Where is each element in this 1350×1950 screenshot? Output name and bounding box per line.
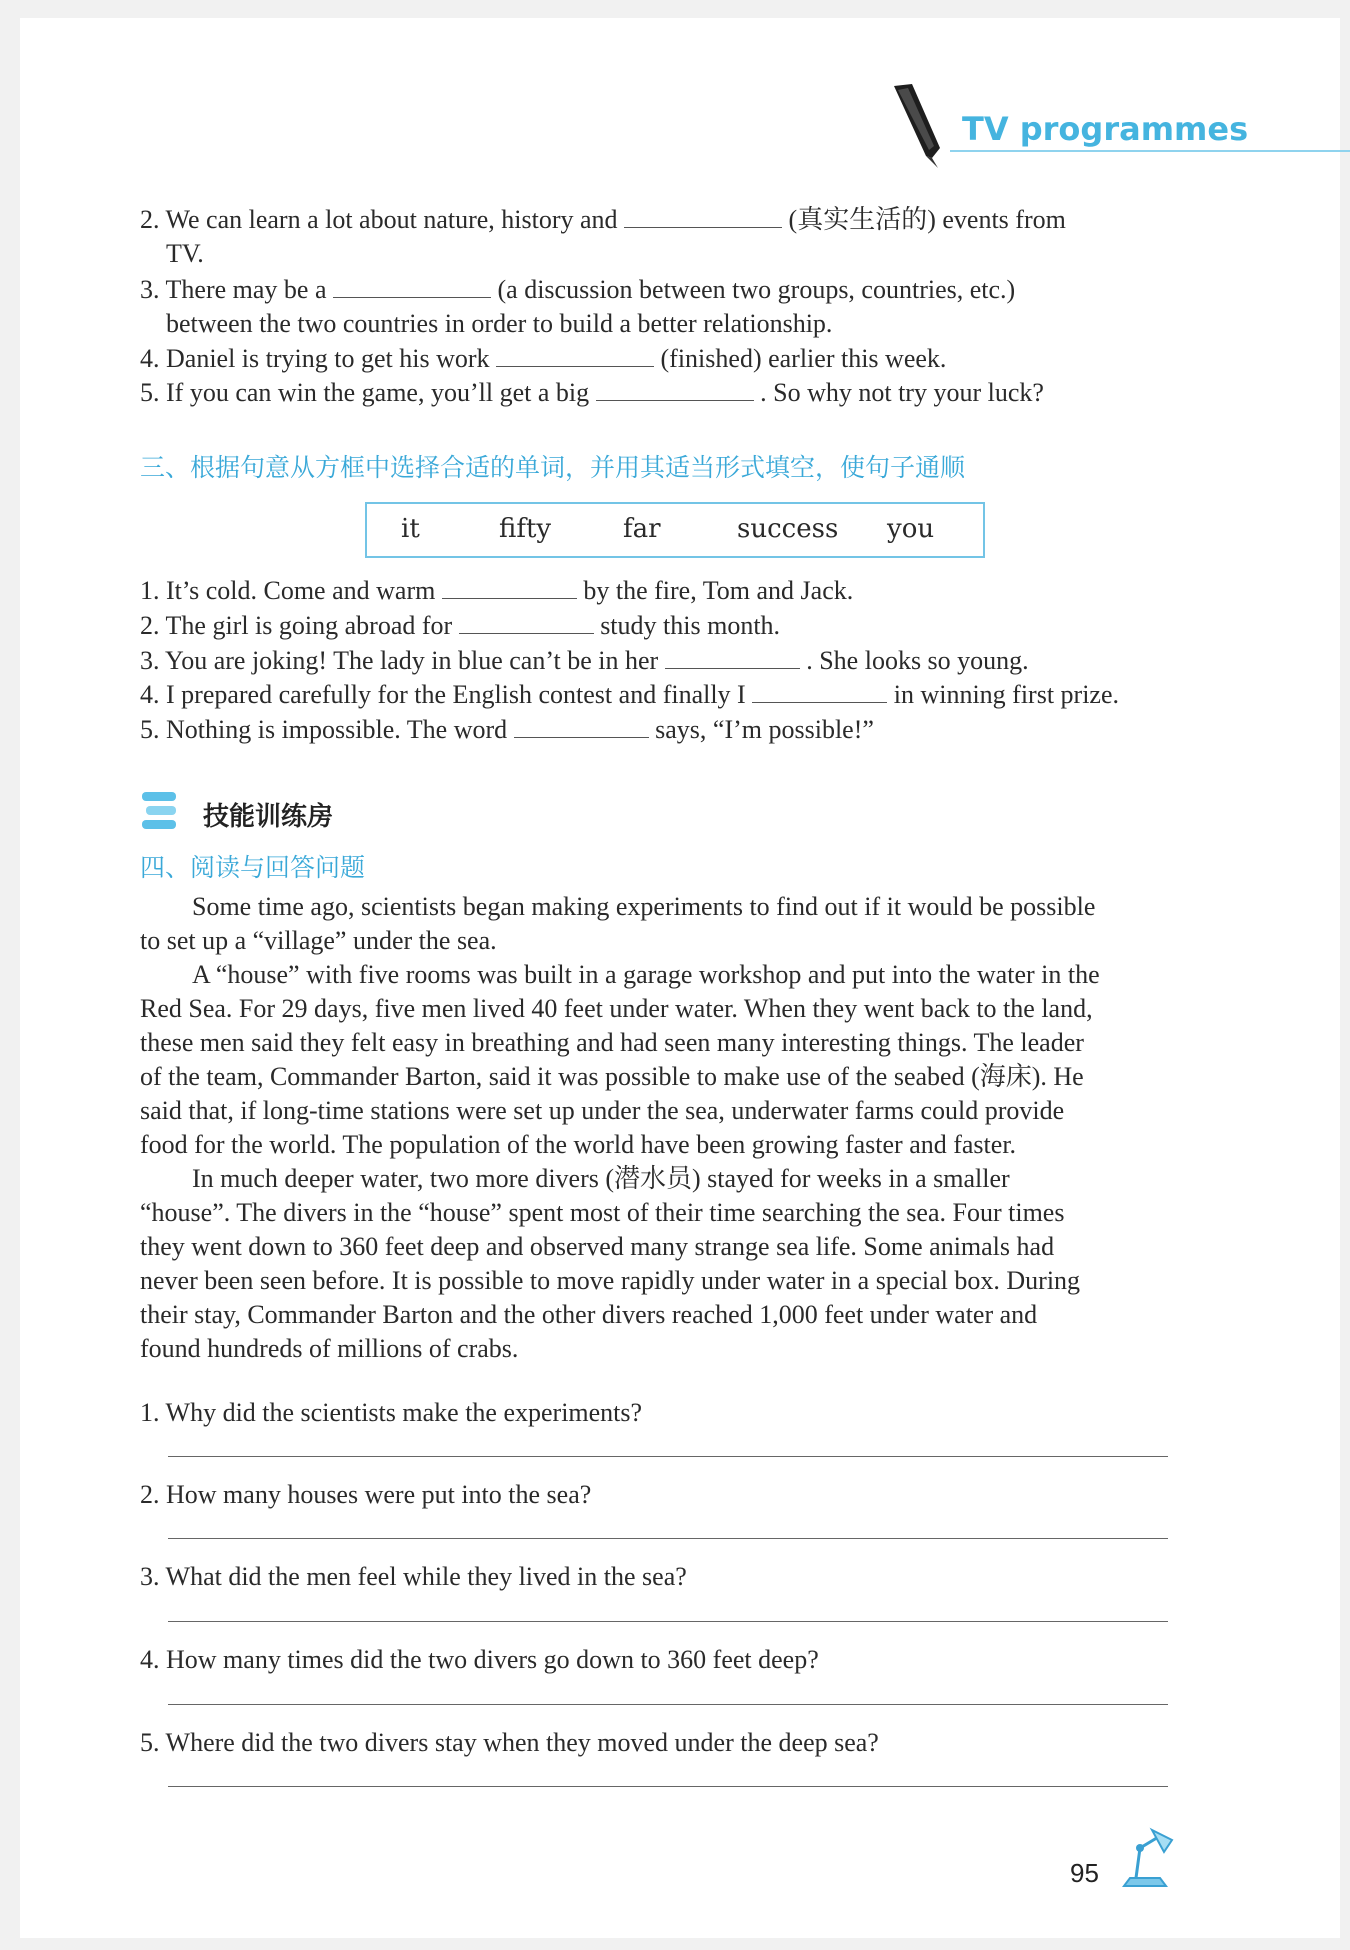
word-option: it — [401, 514, 420, 544]
answer-blank[interactable] — [459, 609, 594, 634]
item-hint: . So why not try your luck? — [760, 378, 1044, 407]
passage-line: said that, if long-time stations were set up under the sea, underwater farms could provide — [140, 1096, 1065, 1125]
item-continuation: TV. — [166, 239, 204, 268]
answer-blank[interactable] — [514, 713, 649, 738]
exercise-item — [140, 574, 853, 608]
item-text: study this month. — [600, 611, 781, 640]
item-text: 4. I prepared carefully for the English contest and finally I — [140, 680, 746, 709]
passage-line: never been seen before. It is possible to move rapidly under water in a special box. During — [140, 1266, 1081, 1295]
reading-passage — [140, 890, 1200, 1366]
passage-line: A “house” with five rooms was built in a garage workshop and put into the water in the — [192, 960, 1100, 989]
item-hint: (finished) earlier this week. — [660, 344, 947, 373]
header-underline — [950, 150, 1350, 152]
word-option: far — [623, 514, 661, 544]
part4-heading: 四、阅读与回答问题 — [140, 853, 366, 882]
exercise-item — [140, 713, 874, 747]
item-text: 5. If you can win the game, you’ll get a big — [140, 378, 590, 407]
word-box — [365, 502, 985, 558]
word-option: you — [887, 514, 935, 544]
item-continuation: between the two countries in order to build a better relationship. — [166, 309, 833, 338]
item-text: . She looks so young. — [806, 646, 1029, 675]
exercise-item — [140, 644, 1029, 678]
answer-blank[interactable] — [624, 203, 782, 228]
question: 5. Where did the two divers stay when they moved under the deep sea? — [140, 1728, 879, 1757]
exercise-item — [140, 273, 1015, 307]
answer-line[interactable] — [168, 1786, 1168, 1787]
passage-line: found hundreds of millions of crabs. — [140, 1334, 519, 1363]
passage-line: to set up a “village” under the sea. — [140, 926, 497, 955]
passage-line: Some time ago, scientists began making experiments to find out if it would be possible — [192, 892, 1096, 921]
answer-blank[interactable] — [496, 342, 654, 367]
item-text: 2. We can learn a lot about nature, history and — [140, 205, 618, 234]
answer-line[interactable] — [168, 1456, 1168, 1457]
answer-blank[interactable] — [333, 273, 491, 298]
word-option: success — [737, 514, 839, 544]
item-text: by the fire, Tom and Jack. — [583, 576, 854, 605]
question: 2. How many houses were put into the sea? — [140, 1480, 592, 1509]
item-text: 3. You are joking! The lady in blue can’t be in her — [140, 646, 659, 675]
item-text: 3. There may be a — [140, 275, 327, 304]
item-text: 4. Daniel is trying to get his work — [140, 344, 490, 373]
exercise-item — [140, 376, 1044, 410]
passage-line: they went down to 360 feet deep and observed many strange sea life. Some animals had — [140, 1232, 1055, 1261]
exercise-item — [140, 342, 946, 376]
answer-blank[interactable] — [752, 678, 887, 703]
pen-icon — [882, 80, 952, 172]
answer-line[interactable] — [168, 1621, 1168, 1622]
question: 3. What did the men feel while they lived in the sea? — [140, 1562, 687, 1591]
passage-line: In much deeper water, two more divers (潜水员) stayed for weeks in a smaller — [192, 1164, 1010, 1193]
answer-line[interactable] — [168, 1704, 1168, 1705]
passage-line: “house”. The divers in the “house” spent most of their time searching the sea. Four times — [140, 1198, 1065, 1227]
answer-blank[interactable] — [665, 644, 800, 669]
section-title: 技能训练房 — [203, 802, 334, 832]
page-number: 95 — [1070, 1858, 1099, 1888]
item-text: 1. It’s cold. Come and warm — [140, 576, 436, 605]
item-text: in winning first prize. — [893, 680, 1120, 709]
header-title: TV programmes — [962, 110, 1249, 148]
exercise-item — [140, 678, 1119, 712]
item-text: 2. The girl is going abroad for — [140, 611, 453, 640]
passage-line: Red Sea. For 29 days, five men lived 40 feet under water. When they went back to the land, — [140, 994, 1093, 1023]
answer-blank[interactable] — [596, 376, 754, 401]
question: 1. Why did the scientists make the experiments? — [140, 1398, 643, 1427]
exercise-item — [140, 609, 780, 643]
passage-line: food for the world. The population of the world have been growing faster and faster. — [140, 1130, 1017, 1159]
item-hint: (a discussion between two groups, countries, etc.) — [497, 275, 1016, 304]
item-text: says, “I’m possible!” — [655, 715, 874, 744]
answer-blank[interactable] — [442, 574, 577, 599]
item-hint: (真实生活的) events from — [788, 205, 1066, 234]
question: 4. How many times did the two divers go down to 360 feet deep? — [140, 1645, 819, 1674]
word-option: fifty — [499, 514, 552, 544]
passage-line: these men said they felt easy in breathing and had seen many interesting things. The leader — [140, 1028, 1084, 1057]
item-text: 5. Nothing is impossible. The word — [140, 715, 508, 744]
lamp-icon — [1110, 1826, 1180, 1896]
section-icon — [140, 790, 180, 832]
passage-line: their stay, Commander Barton and the other divers reached 1,000 feet under water and — [140, 1300, 1038, 1329]
answer-line[interactable] — [168, 1538, 1168, 1539]
exercise-item — [140, 203, 1066, 237]
workbook-page — [20, 18, 1340, 1938]
part3-heading: 三、根据句意从方框中选择合适的单词，并用其适当形式填空，使句子通顺 — [140, 453, 966, 482]
passage-line: of the team, Commander Barton, said it was possible to make use of the seabed (海床). He — [140, 1062, 1084, 1091]
